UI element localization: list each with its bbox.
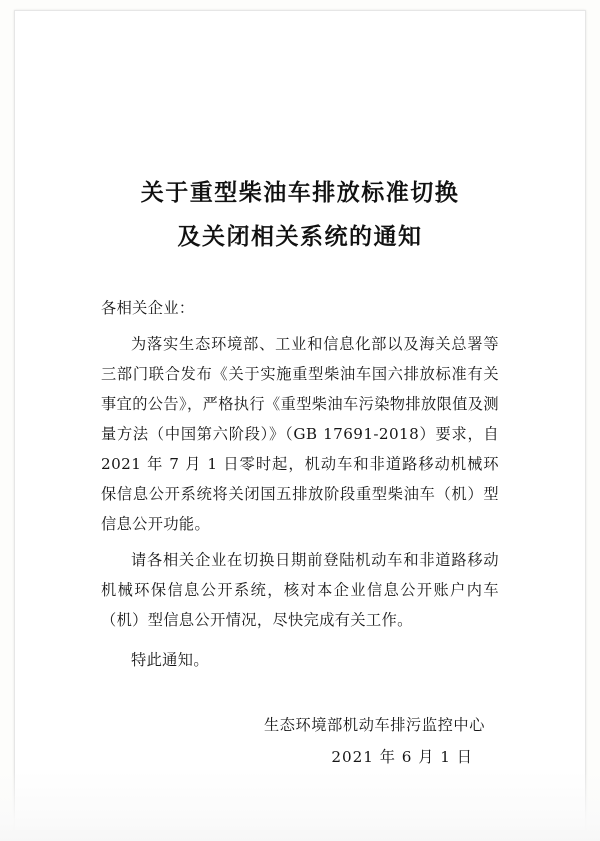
signature-block (101, 709, 499, 773)
issuing-organization: 生态环境部机动车排污监控中心 (263, 716, 485, 734)
document-content (15, 11, 585, 773)
document-body (101, 293, 499, 675)
title-line-1: 关于重型柴油车排放标准切换 (140, 179, 460, 206)
title-line-2: 及关闭相关系统的通知 (177, 223, 423, 250)
salutation: 各相关企业： (101, 299, 195, 317)
document-title (15, 171, 585, 259)
closing-statement: 特此通知。 (131, 651, 209, 669)
paragraph-2: 请各相关企业在切换日期前登陆机动车和非道路移动机械环保信息公开系统，核对本企业信息公开账户内车（机）型信息公开情况，尽快完成有关工作。 (101, 551, 499, 629)
issue-date: 2021 年 6 月 1 日 (331, 748, 473, 766)
document-sheet (14, 10, 586, 831)
paragraph-1: 为落实生态环境部、工业和信息化部以及海关总署等三部门联合发布《关于实施重型柴油车国六排放标准有关事宜的公告》，严格执行《重型柴油车污染物排放限值及测量方法（中国第六阶段）》（GB 17691-2018）要求，自 2021 年 7 月 1 日零时起，机动车和非道路移动机械环保信息公开系统将关闭国五排放阶段重型柴油车（机）型信息公开功能。 (101, 335, 499, 533)
